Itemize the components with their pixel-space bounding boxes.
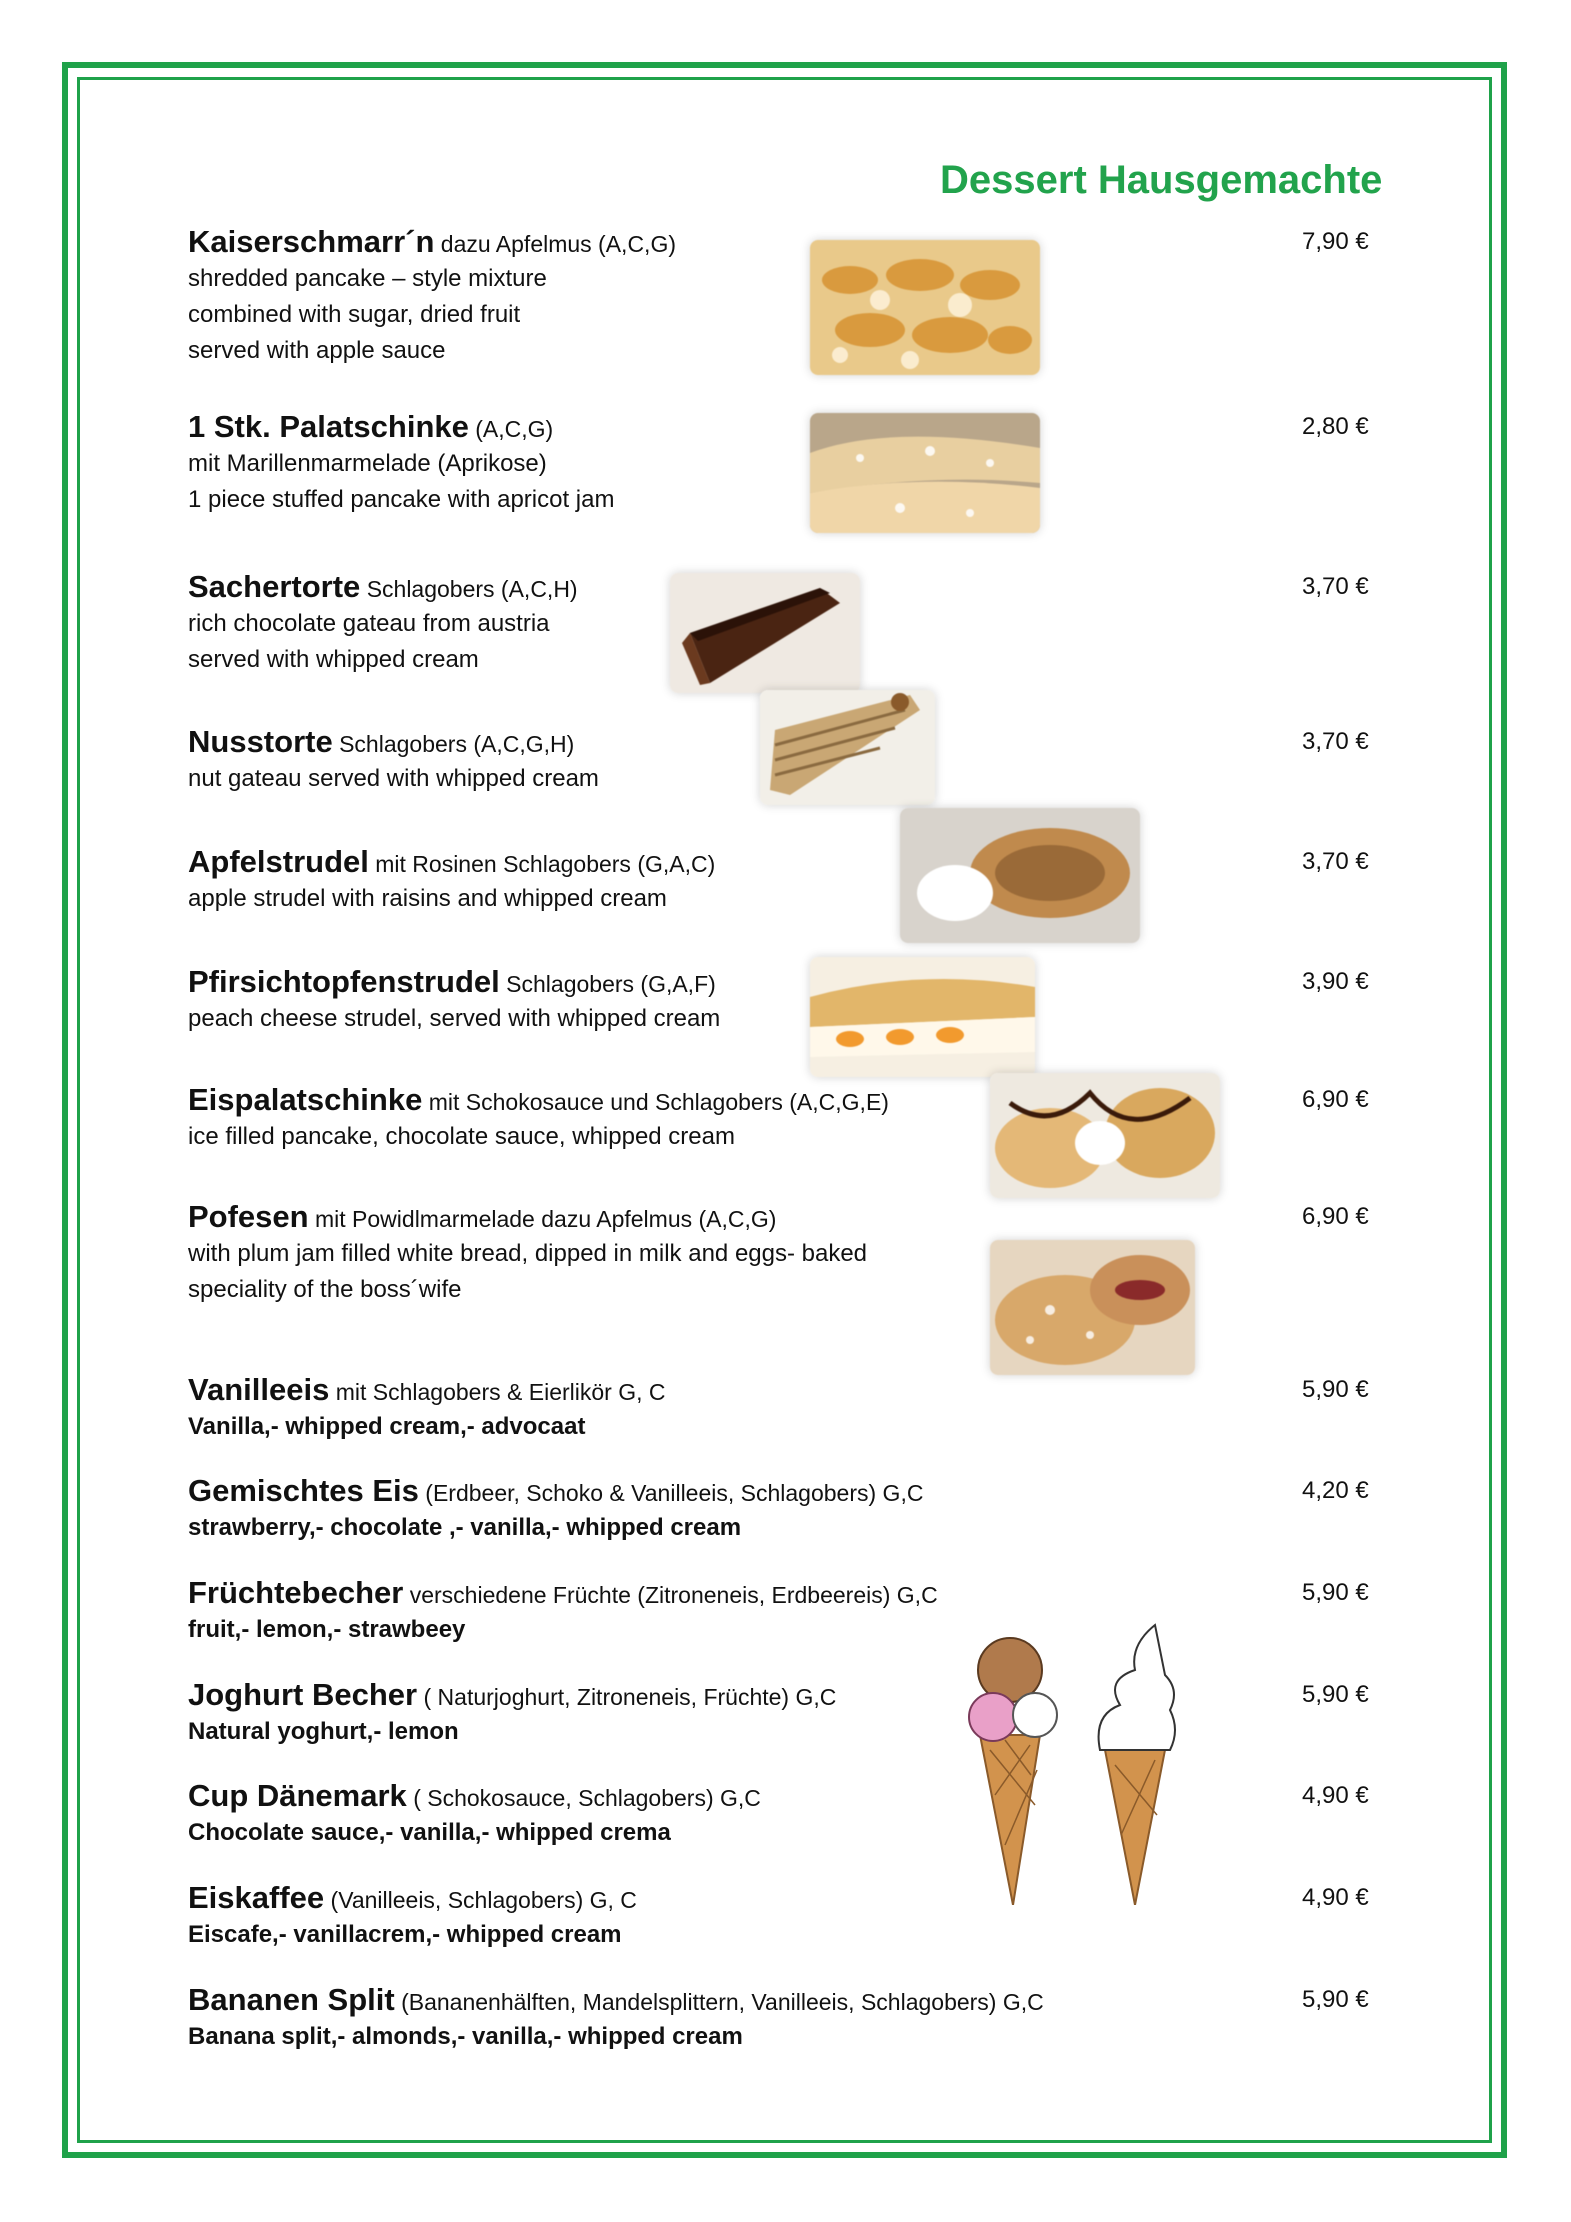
item-extra: (Bananenhälften, Mandelsplittern, Vanilleeis, Schlagobers) G,C: [401, 1989, 1044, 2015]
item-heading: [188, 225, 1388, 261]
item-description: Chocolate sauce,- vanilla,- whipped crema: [188, 1819, 671, 1846]
item-price: 3,70 €: [1302, 728, 1369, 755]
item-description: Vanilla,- whipped cream,- advocaat: [188, 1413, 586, 1440]
item-name: Gemischtes Eis: [188, 1473, 419, 1508]
item-extra: (Erdbeer, Schoko & Vanilleeis, Schlagobers) G,C: [425, 1480, 924, 1506]
item-name: Nusstorte: [188, 724, 333, 759]
palatschinke-photo: [810, 413, 1040, 533]
item-extra: (A,C,G): [475, 416, 554, 442]
item-extra: dazu Apfelmus (A,C,G): [440, 231, 676, 257]
menu-item: [188, 225, 1388, 369]
item-price: 6,90 €: [1302, 1086, 1369, 1113]
item-description: Banana split,- almonds,- vanilla,- whipped cream: [188, 2023, 743, 2050]
menu-item: [188, 1373, 1388, 1445]
menu-item: [188, 965, 1388, 1037]
item-price: 6,90 €: [1302, 1203, 1369, 1230]
item-description: ice filled pancake, chocolate sauce, whipped cream: [188, 1123, 735, 1150]
item-description: Eiscafe,- vanillacrem,- whipped cream: [188, 1921, 622, 1948]
item-description: apple strudel with raisins and whipped cream: [188, 885, 667, 912]
ice-cream-cones-illustration: [965, 1605, 1245, 1905]
item-name: Joghurt Becher: [188, 1677, 418, 1712]
item-extra: ( Naturjoghurt, Zitroneneis, Früchte) G,C: [423, 1684, 837, 1710]
menu-title: Dessert Hausgemachte: [940, 158, 1383, 202]
item-extra: ( Schokosauce, Schlagobers) G,C: [413, 1785, 761, 1811]
item-description: mit Marillenmarmelade (Aprikose): [188, 450, 547, 477]
item-name: 1 Stk. Palatschinke: [188, 409, 469, 444]
item-name: Vanilleeis: [188, 1372, 330, 1407]
apfelstrudel-photo: [900, 808, 1140, 943]
item-extra: Schlagobers (G,A,F): [506, 971, 716, 997]
item-extra: mit Schokosauce und Schlagobers (A,C,G,E): [428, 1089, 889, 1115]
item-extra: Schlagobers (A,C,H): [366, 576, 578, 602]
item-name: Apfelstrudel: [188, 844, 369, 879]
item-price: 4,90 €: [1302, 1884, 1369, 1911]
item-description: shredded pancake – style mixture: [188, 265, 547, 292]
item-price: 3,70 €: [1302, 573, 1369, 600]
item-heading: [188, 965, 1388, 1001]
item-extra: verschiedene Früchte (Zitroneneis, Erdbeereis) G,C: [409, 1582, 938, 1608]
item-extra: mit Powidlmarmelade dazu Apfelmus (A,C,G): [315, 1206, 777, 1232]
item-name: Kaiserschmarr´n: [188, 224, 435, 259]
item-price: 5,90 €: [1302, 1681, 1369, 1708]
item-description: fruit,- lemon,- strawbeey: [188, 1616, 466, 1643]
pofesen-photo: [990, 1240, 1195, 1375]
menu-item: [188, 1983, 1388, 2055]
menu-item: [188, 1474, 1388, 1546]
sachertorte-photo: [670, 573, 860, 693]
item-heading: [188, 1983, 1388, 2019]
kaiserschmarrn-photo: [810, 240, 1040, 375]
pfirsichtopfenstrudel-photo: [810, 957, 1035, 1077]
item-description: with plum jam filled white bread, dipped in milk and eggs- baked: [188, 1240, 868, 1267]
item-extra: mit Schlagobers & Eierlikör G, C: [335, 1379, 666, 1405]
item-heading: [188, 1200, 1388, 1236]
item-price: 4,20 €: [1302, 1477, 1369, 1504]
menu-item: [188, 845, 1388, 917]
item-name: Cup Dänemark: [188, 1778, 407, 1813]
item-price: 5,90 €: [1302, 1376, 1369, 1403]
item-description: strawberry,- chocolate ,- vanilla,- whipped cream: [188, 1514, 742, 1541]
item-price: 4,90 €: [1302, 1782, 1369, 1809]
menu-item: [188, 410, 1388, 518]
item-name: Eispalatschinke: [188, 1082, 423, 1117]
item-price: 7,90 €: [1302, 228, 1369, 255]
item-description: speciality of the boss´wife: [188, 1276, 462, 1303]
item-description: served with apple sauce: [188, 337, 446, 364]
nusstorte-photo: [760, 690, 935, 805]
eispalatschinke-photo: [990, 1073, 1220, 1198]
item-price: 5,90 €: [1302, 1579, 1369, 1606]
item-price: 5,90 €: [1302, 1986, 1369, 2013]
item-description: Natural yoghurt,- lemon: [188, 1718, 459, 1745]
item-extra: Schlagobers (A,C,G,H): [339, 731, 575, 757]
item-heading: [188, 1474, 1388, 1510]
menu-item: [188, 1200, 1388, 1308]
item-description: peach cheese strudel, served with whipped cream: [188, 1005, 721, 1032]
item-price: 2,80 €: [1302, 413, 1369, 440]
item-price: 3,70 €: [1302, 848, 1369, 875]
item-extra: (Vanilleeis, Schlagobers) G, C: [330, 1887, 637, 1913]
item-description: served with whipped cream: [188, 646, 479, 673]
item-price: 3,90 €: [1302, 968, 1369, 995]
item-description: 1 piece stuffed pancake with apricot jam: [188, 486, 615, 513]
item-description: rich chocolate gateau from austria: [188, 610, 550, 637]
item-name: Pfirsichtopfenstrudel: [188, 964, 500, 999]
item-description: combined with sugar, dried fruit: [188, 301, 521, 328]
item-description: nut gateau served with whipped cream: [188, 765, 599, 792]
item-heading: [188, 410, 1388, 446]
item-extra: mit Rosinen Schlagobers (G,A,C): [375, 851, 716, 877]
item-heading: [188, 1373, 1388, 1409]
item-name: Eiskaffee: [188, 1880, 325, 1915]
item-name: Bananen Split: [188, 1982, 395, 2017]
item-name: Pofesen: [188, 1199, 309, 1234]
item-name: Sachertorte: [188, 569, 361, 604]
item-heading: [188, 845, 1388, 881]
item-name: Früchtebecher: [188, 1575, 404, 1610]
